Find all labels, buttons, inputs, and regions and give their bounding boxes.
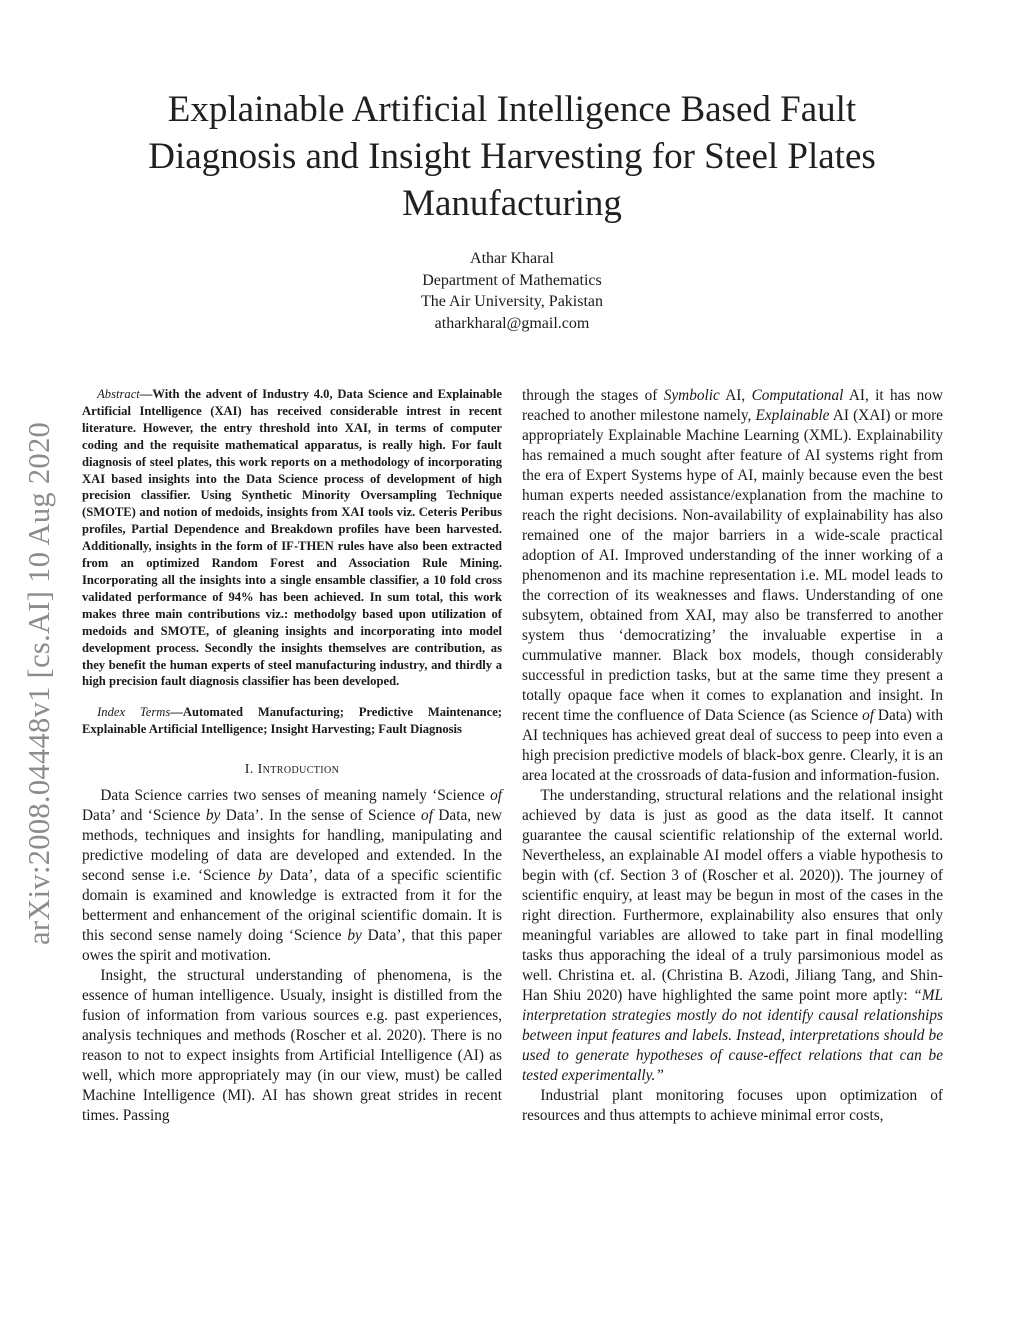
text-run: Data, new methods, techniques and insights for handling, manipulating and predictive modeling of data are developed and extended. In the second sense i.e. ‘Science [82, 807, 503, 885]
text-run: Data’, that this paper owes the spirit and motivation. [82, 927, 502, 965]
index-terms-text: Automated Manufacturing; Predictive Maintenance; Explainable Artificial Intelligence; Insight Harvesting; Fault Diagnosis [82, 705, 502, 737]
text-run: Data’, data of a specific scientific domain is examined and knowledge is extracted from it for the betterment and enhancement of the original scientific domain. It is this second sense namely doing ‘Science [82, 867, 502, 945]
left-column [82, 386, 502, 1126]
paragraph [522, 786, 943, 1086]
paper-title [80, 86, 944, 227]
text-run: AI, [719, 387, 752, 404]
text-run: Computational [751, 387, 844, 404]
author-affiliation: The Air University, Pakistan [420, 293, 604, 310]
right-column [522, 386, 943, 1126]
index-terms-label: Index Terms [97, 705, 171, 720]
abstract-text: With the advent of Industry 4.0, Data Science and Explainable Artificial Intelligence (XAI) has received considerable intrest in recent literature. However, the entry threshold into XAI, in terms of computer coding and the requisite mathematical apparatus, is really high. For fault diagnosis of steel plates, this work reports on a methodology of incorporating XAI based insights into the Data Science process of development of high precision classifier. Using Synthetic Minority Oversampling Technique (SMOTE) and notion of medoids, insights from XAI tools viz. Ceteris Peribus profiles, Partial Dependence and Breakdown profiles have been harvested. Additionally, insights in the form of IF-THEN rules have also been extracted from an optimized Random Forest and Association Rule Mining. Incorporating all the insights into a single ensamble classifier, a 10 fold cross validated performance of 94% has been achieved. In sum total, this work makes three main contributions viz.: methodolgy based upon utilization of medoids and SMOTE, of gleaning insights and incorporating into model development process. Secondly the insights themselves are contribution, as they benefit the human experts of steel manufacturing industry, and thirdly a high precision fault diagnosis classifier has been developed. [82, 387, 502, 689]
quote: “ML interpretation strategies mostly do not identify causal relationships between input features and labels. Instead, interpretations should be used to generate hypotheses of cause-effect relations that can be tested experimentally.” [522, 987, 943, 1084]
abstract-label: Abstract [97, 387, 140, 401]
text-run: by [205, 807, 221, 825]
author-block [0, 248, 1024, 334]
text-run: Data Science carries two senses of meaning namely ‘Science [100, 787, 491, 805]
text-run: AI (XAI) or more appropriately Explainable Machine Learning (XML). Explainability has remained a much sought after feature of AI systems right from the era of Expert Systems hype of AI, mainly because even the best human experts needed assistance/explanation from the machine to reach the right decisions. Non-availability of explainability has also remained one of the major barriers in a wide-scale practical adoption of AI. Improved understanding of the inner working of a phenomenon and its machine representation i.e. ML model leads to the correction of its weaknesses and flaws. Understanding of one subsytem, obtained from XAI, may also be transferred to another system thus ‘democratizing’ the invaluable expertise in a cummulative manner. Black box models, though considerably successful in prediction tasks, but at the same time they present a totally opaque face when it comes to explanation and insight. In recent time the confluence of Data Science (as Science [522, 407, 943, 724]
text-run: of [862, 707, 874, 724]
text-run: The understanding, structural relations and the relational insight achieved by data is just as good as the data itself. It cannot guarantee the causal scientific relationship of the external world. Nevertheless, an explainable AI model offers a viable hypothesis to begin with (cf. Section 3 of (Roscher et al. 2020)). The journey of scientific enquiry, at least may be begun in most of the cases in the right direction. Furthermore, explainability also ensures that only meaningful variables are allowed to take part in final modelling tasks thus apporaching the ideal of a truly parsimonious model as well. Christina et. al. (Christina B. Azodi, Jiliang Tang, and Shin-Han Shiu 2020) have highlighted the same point more aptly: [522, 787, 943, 1004]
section-heading: I. Introduction [244, 762, 340, 778]
index-terms: Index Terms—Automated Manufacturing; Predictive Maintenance; Explainable Artificial Intelligence; Insight Harvesting; Fault Diagnosis [82, 705, 502, 737]
text-run: by [257, 867, 273, 885]
text-run: of [490, 787, 502, 805]
title-line: Explainable Artificial Intelligence Based Fault [167, 89, 857, 130]
text-run: Data’. In the sense of Science [220, 807, 422, 825]
text-run: Symbolic [663, 387, 720, 404]
text-run: Data’ and ‘Science [82, 807, 206, 825]
paragraph: Insight, the structural understanding of phenomena, is the essence of human intelligence. Usualy, insight is distilled from the fusion of information from various sources e.g. past experiences, analysis techniques and methods (Roscher et al. 2020). There is no reason to not to expect insights from Artificial Intelligence (AI) as well, which more appropriately may (in our view, must) be called Machine Intelligence (MI). AI has shown great strides in recent times. Passing [82, 967, 502, 1125]
abstract: Abstract—With the advent of Industry 4.0, Data Science and Explainable Artificial Intelligence (XAI) has received considerable intrest in recent literature. However, the entry threshold into XAI, in terms of computer coding and the requisite mathematical apparatus, is really high. For fault diagnosis of steel plates, this work reports on a methodology of incorporating XAI based insights into the Data Science process of development of high precision classifier. Using Synthetic Minority Oversampling Technique (SMOTE) and notion of medoids, insights from XAI tools viz. Ceteris Peribus profiles, Partial Dependence and Breakdown profiles have been harvested. Additionally, insights in the form of IF-THEN rules have also been extracted from an optimized Random Forest and Association Rule Mining. Incorporating all the insights into a single ensamble classifier, a 10 fold cross validated performance of 94% has been achieved. In sum total, this work makes three main contributions viz.: methodolgy based upon utilization of medoids and SMOTE, of gleaning insights and incorporating into model development process. Secondly the insights themselves are contribution, as they benefit the human experts of steel manufacturing industry, and thirdly a high precision fault diagnosis classifier has been developed. [82, 387, 502, 689]
author-email: atharkharal@gmail.com [434, 314, 590, 332]
paragraph [82, 786, 502, 966]
text-run: through the stages of [522, 387, 664, 404]
arxiv-identifier: arXiv:2008.04448v1 [cs.AI] 10 Aug 2020 [22, 421, 56, 945]
title-line: Diagnosis and Insight Harvesting for Steel Plates [148, 136, 876, 177]
text-run: AI, it has now reached to another milestone namely, [522, 387, 944, 424]
title-line: Manufacturing [402, 183, 622, 224]
paragraph: Industrial plant monitoring focuses upon optimization of resources and thus attempts to achieve minimal error costs, [522, 1087, 943, 1124]
paragraph [522, 386, 943, 786]
text-run: by [347, 927, 362, 945]
text-run: Explainable [755, 407, 830, 424]
text-run: Data) with AI techniques has achieved great deal of success to peep into even a high precision predictive models of black-box genre. Clearly, it is an area located at the crossroads of data-fusion and information-fusion. [522, 707, 943, 784]
text-run: of [421, 807, 433, 825]
author-name: Athar Kharal [470, 250, 554, 267]
author-department: Department of Mathematics [422, 271, 602, 289]
